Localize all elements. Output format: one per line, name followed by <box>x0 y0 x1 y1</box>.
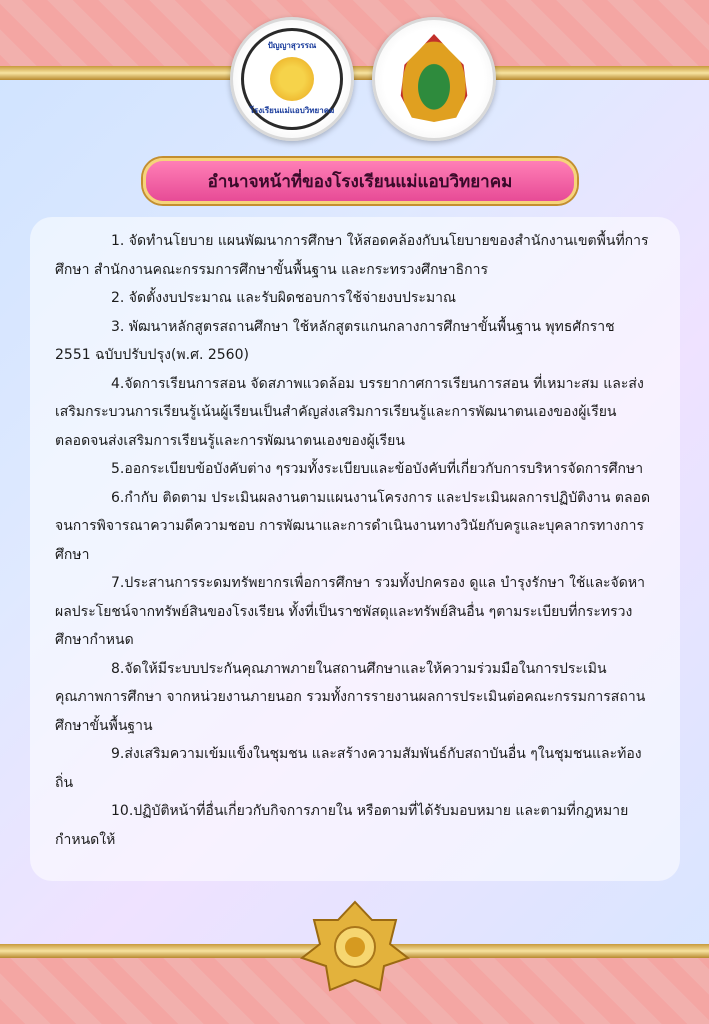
seal-text-top: ปัญญาสุวรรณ <box>267 41 317 50</box>
duty-item-10: 10.ปฏิบัติหน้าที่อื่นเกี่ยวกับกิจการภายใน หรือตามที่ได้รับมอบหมาย และตามที่กฎหมายกำหนดให้ <box>55 803 629 848</box>
duty-item-3: 3. พัฒนาหลักสูตรสถานศึกษา ใช้หลักสูตรแกนกลางการศึกษาขั้นพื้นฐาน พุทธศักราช 2551 ฉบับปรับปรุง(พ.ศ. 2560) <box>55 318 615 363</box>
top-decorative-band <box>0 0 709 80</box>
duties-list <box>55 227 651 854</box>
duty-item-4: 4.จัดการเรียนการสอน จัดสภาพแวดล้อม บรรยากาศการเรียนการสอน ที่เหมาะสม และส่งเสริมกระบวนการเรียนรู้เน้นผู้เรียนเป็นสำคัญส่งเสริมการเรียนรู้และการพัฒนาตนเองของผู้เรียนตลอดจนส่งเสริมการเรียนรู้และการพัฒนาตนเองของผู้เรียน <box>55 375 644 449</box>
title-banner <box>143 158 577 204</box>
ministry-emblem-icon <box>397 34 471 122</box>
duty-item-9: 9.ส่งเสริมความเข้มแข็งในชุมชน และสร้างความสัมพันธ์กับสถาบันอื่น ๆในชุมชนและท้องถิ่น <box>55 746 642 791</box>
page-title: อำนาจหน้าที่ของโรงเรียนแม่แอบวิทยาคม <box>207 171 513 192</box>
duty-item-2: 2. จัดตั้งงบประมาณ และรับผิดชอบการใช้จ่ายงบประมาณ <box>111 290 457 306</box>
duty-item-6: 6.กำกับ ติดตาม ประเมินผลงานตามแผนงานโครงการ และประเมินผลการปฏิบัติงาน ตลอดจนการพิจารณาความดีความชอบ การพัฒนาและการดำเนินงานทางวินัยกับครูและบุคลากรทางการศึกษา <box>55 489 651 563</box>
duty-item-1: 1. จัดทำนโยบาย แผนพัฒนาการศึกษา ให้สอดคล้องกับนโยบายของสำนักงานเขตพื้นที่การศึกษา สำนักงานคณะกรรมการศึกษาขั้นพื้นฐาน และกระทรวงศึกษาธิการ <box>55 233 649 278</box>
gold-medallion-icon <box>300 900 410 994</box>
duty-item-5: 5.ออกระเบียบข้อบังคับต่าง ๆรวมทั้งระเบียบและข้อบังคับที่เกี่ยวกับการบริหารจัดการศึกษา <box>111 461 644 477</box>
duty-item-8: 8.จัดให้มีระบบประกันคุณภาพภายในสถานศึกษาและให้ความร่วมมือในการประเมินคุณภาพการศึกษา จากหน่วยงานภายนอก รวมทั้งการรายงานผลการประเมินต่อคณะกรรมการสถานศึกษาขั้นพื้นฐาน <box>55 660 646 734</box>
duty-item-7: 7.ประสานการระดมทรัพยากรเพื่อการศึกษา รวมทั้งปกครอง ดูแล บำรุงรักษา ใช้และจัดหาผลประโยชน์จากทรัพย์สินของโรงเรียน ทั้งที่เป็นราชพัสดุและทรัพย์สินอื่น ๆตามระเบียบที่กระทรวงศึกษากำหนด <box>55 575 645 648</box>
ministry-logo <box>372 17 496 141</box>
hands-emblem-icon <box>270 57 314 101</box>
school-seal-icon <box>241 28 343 130</box>
school-logo <box>230 17 354 141</box>
seal-text-bottom: โรงเรียนแม่แอบวิทยาคม <box>249 106 335 115</box>
